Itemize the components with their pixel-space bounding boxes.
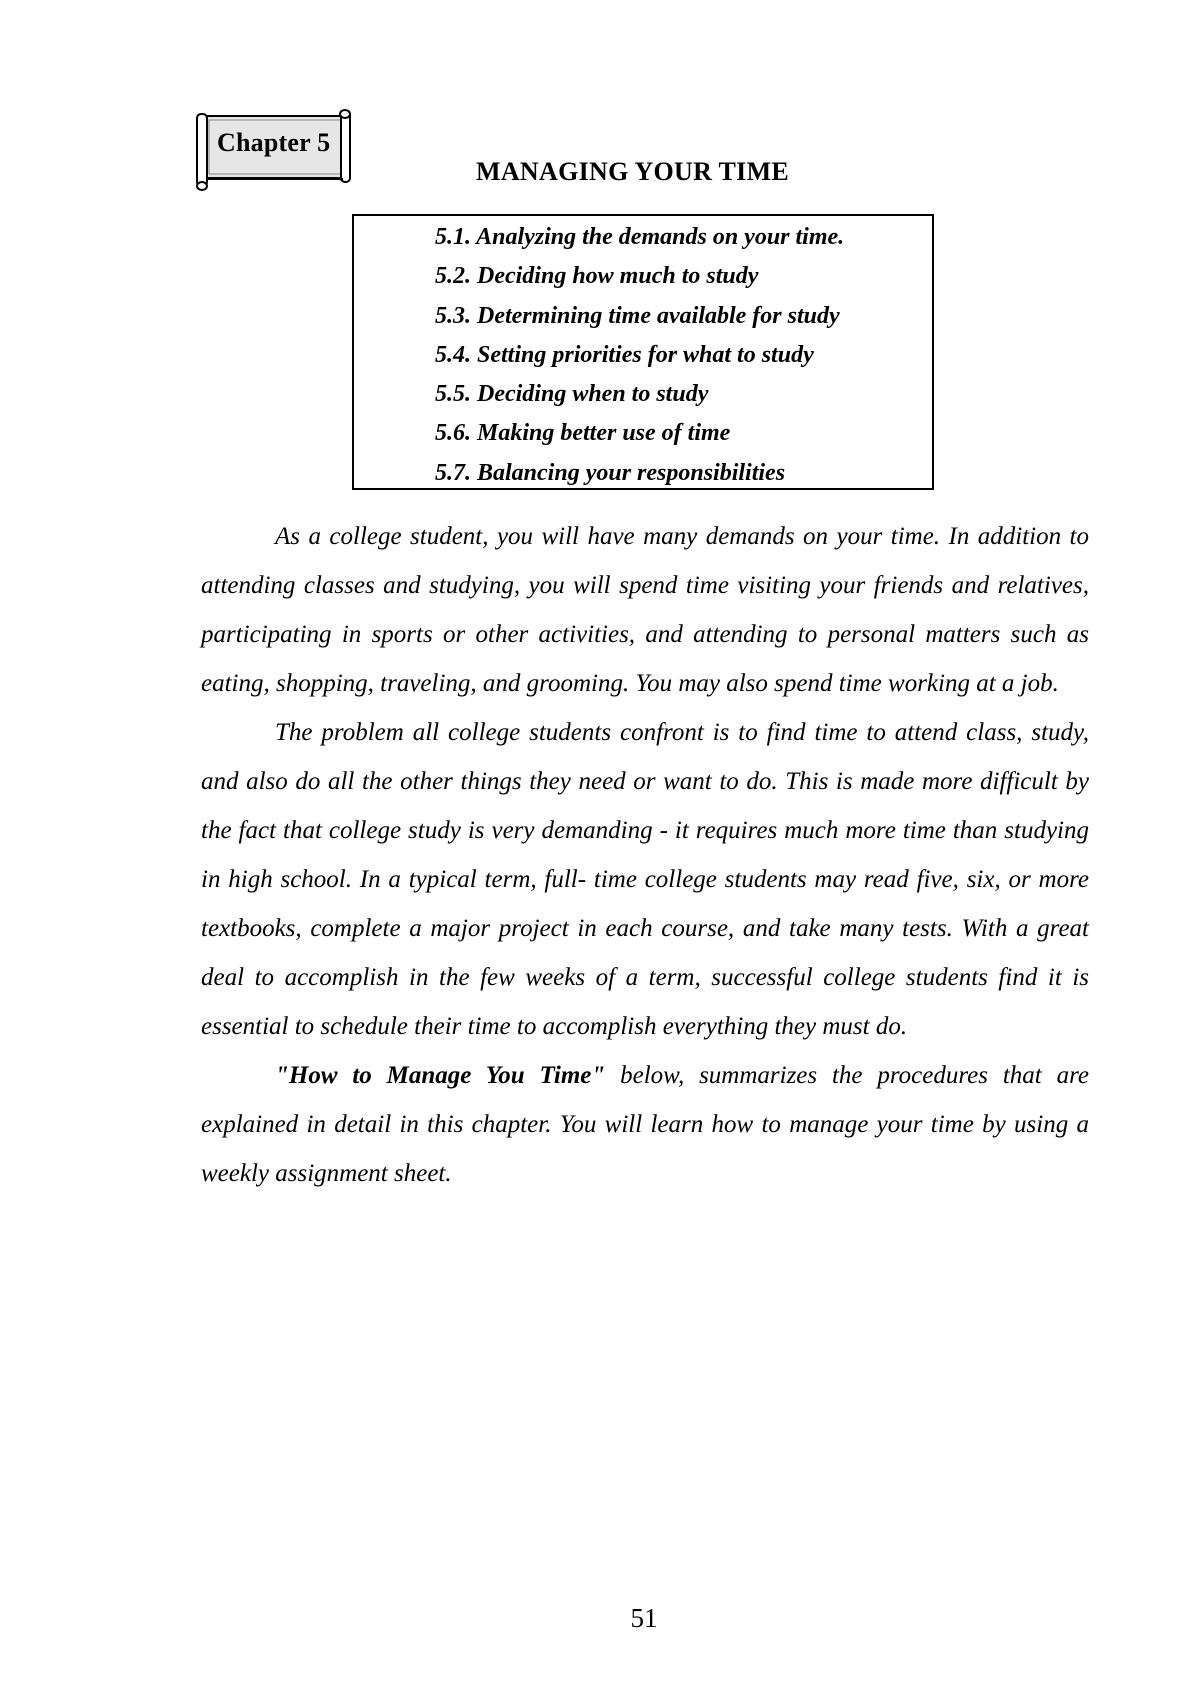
paragraph — [201, 1051, 1089, 1198]
chapter-title: MANAGING YOUR TIME — [476, 157, 790, 187]
toc-list — [435, 218, 844, 493]
toc-item: 5.2. Deciding how much to study — [435, 263, 759, 290]
table-of-contents-box — [352, 214, 934, 490]
paragraph: The problem all college students confront is to find time to attend class, study, and also do all the other things they need or want to do. This is made more difficult by the fact that college study is very demanding - it requires much more time than studying in high school. In a typical term, full- time college students may read five, six, or more textbooks, complete a major project in each course, and take many tests. With a great deal to accomplish in the few weeks of a term, successful college students find it is essential to schedule their time to accomplish everything they must do. — [201, 719, 1089, 1040]
toc-item: 5.1. Analyzing the demands on your time. — [435, 224, 845, 250]
paragraph: As a college student, you will have many demands on your time. In addition to attending classes and studying, you will spend time visiting your friends and relatives, participating in sports or other activities, and attending to personal matters such as eating, shopping, traveling, and grooming. You may also spend time working at a job. — [201, 523, 1089, 697]
toc-item: 5.7. Balancing your responsibilities — [435, 459, 786, 486]
toc-item: 5.3. Determining time available for study — [435, 302, 840, 329]
page-number: 51 — [630, 1603, 658, 1633]
body-text — [201, 512, 1089, 1198]
toc-item: 5.5. Deciding when to study — [435, 381, 709, 408]
chapter-scroll-banner — [193, 108, 355, 192]
toc-item: 5.6. Making better use of time — [435, 420, 731, 447]
paragraph-rest: below, summarizes the procedures that are explained in detail in this chapter. You will learn how to manage your time by using a weekly assignment sheet. — [201, 1062, 1089, 1187]
toc-item: 5.4. Setting priorities for what to study — [435, 341, 814, 368]
chapter-label: Chapter 5 — [217, 128, 331, 157]
bold-lead-text: "How to Manage You Time" — [275, 1062, 606, 1089]
